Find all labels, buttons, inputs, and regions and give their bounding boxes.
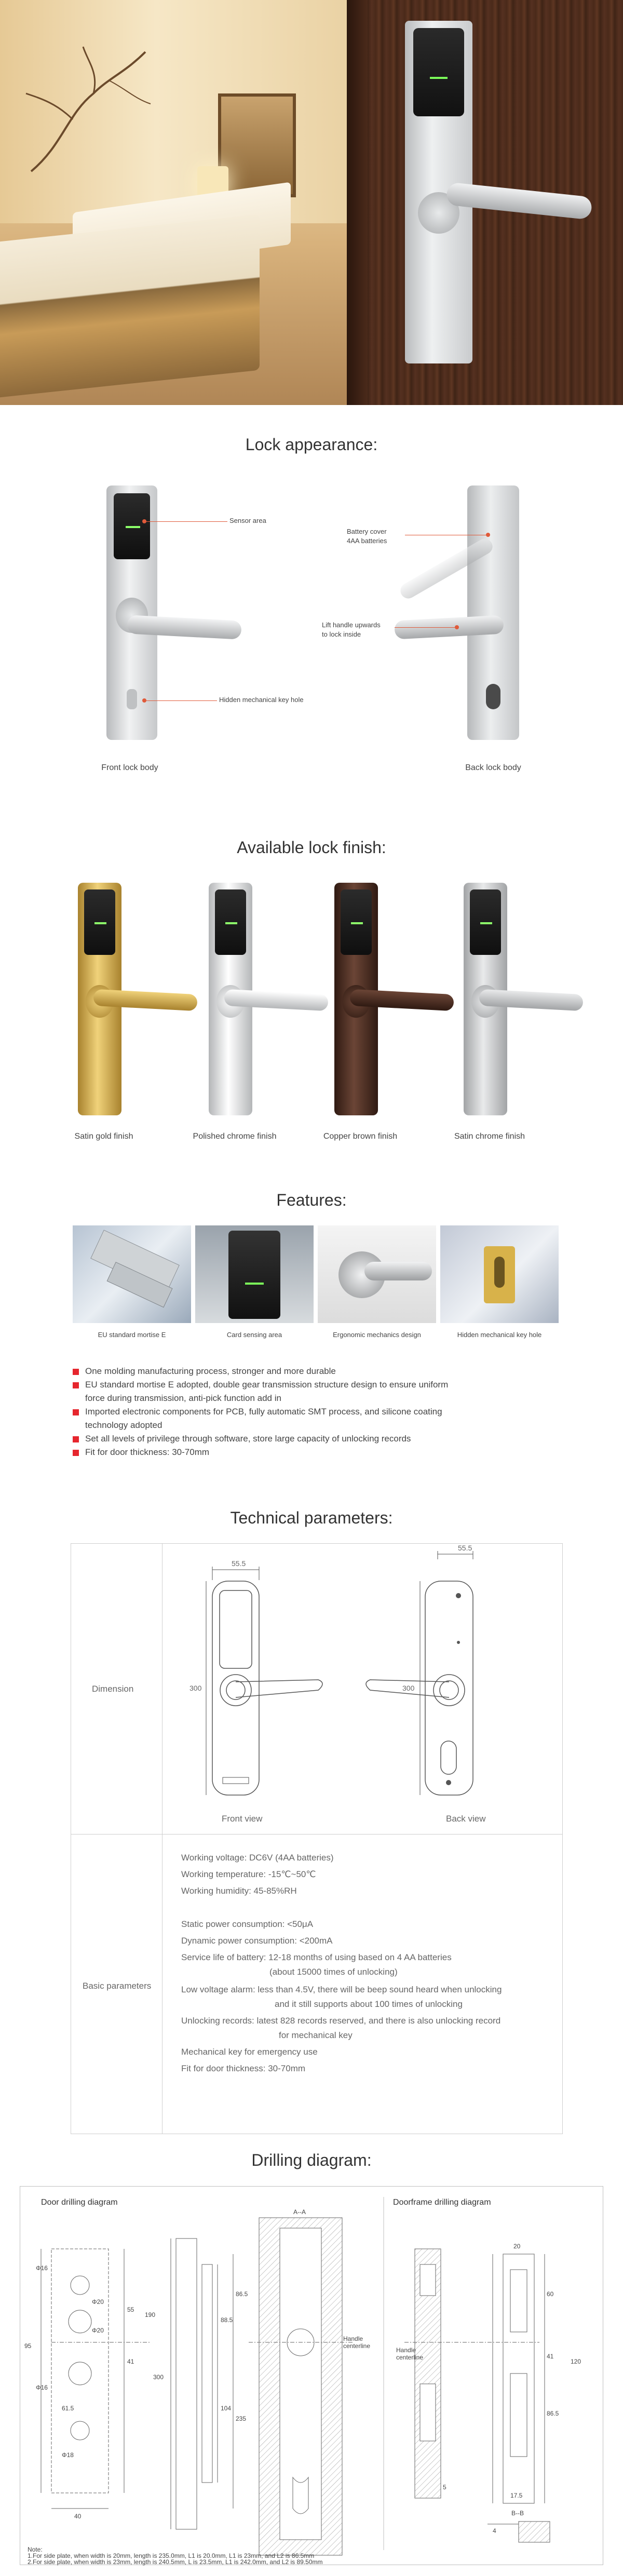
feature-bullet-continuation: force during transmission, anti-pick function add in	[85, 1393, 281, 1403]
dim-f4: 86.5	[547, 2410, 559, 2417]
dim-f3: 20	[513, 2243, 521, 2250]
hero-image	[0, 0, 623, 405]
spec-line: Dynamic power consumption: <200mA	[181, 1936, 333, 1946]
dim-v6: 190	[145, 2311, 156, 2318]
finish-caption: Copper brown finish	[323, 1132, 398, 1141]
feature-bullet: EU standard mortise E adopted, double gear transmission structure design to ensure uniform	[73, 1378, 561, 1392]
back-lock-caption: Back lock body	[465, 763, 521, 772]
frame-handle-centerline-label: Handle centerline	[396, 2346, 424, 2361]
dim-v4: 40	[74, 2513, 82, 2520]
front-height-dimension: 300	[189, 1684, 202, 1692]
drilling-diagram-box	[20, 2186, 603, 2565]
bullet-square-icon	[73, 1450, 79, 1456]
feature-bullet: Set all levels of privilege through software, store large capacity of unlocking records	[73, 1432, 561, 1446]
bullet-square-icon	[73, 1382, 79, 1388]
lock-inside-callout: to lock inside	[322, 630, 361, 638]
bullet-square-icon	[73, 1409, 79, 1415]
spec-line: Static power consumption: <50μA	[181, 1919, 314, 1929]
drilling-title: Drilling diagram:	[251, 2151, 372, 2169]
feature-caption-keyhole: Hidden mechanical key hole	[457, 1331, 542, 1339]
dim-v3: 41	[127, 2358, 134, 2365]
doorframe-drilling-title: Doorframe drilling diagram	[393, 2198, 491, 2207]
bullet-square-icon	[73, 1436, 79, 1442]
feature-caption-ergonomic: Ergonomic mechanics design	[333, 1331, 421, 1339]
bullet-square-icon	[73, 1369, 79, 1375]
dim-f5: 120	[571, 2358, 581, 2365]
finish-caption: Polished chrome finish	[193, 1132, 277, 1141]
dim-f1: 60	[547, 2290, 554, 2298]
dim-f2: 41	[547, 2353, 554, 2360]
spec-line: Low voltage alarm: less than 4.5V, there will be beep sound heard when unlocking	[181, 1985, 502, 1994]
dim-f7: 5	[443, 2484, 446, 2491]
feature-caption-card: Card sensing area	[226, 1331, 282, 1339]
dim-v7: 300	[153, 2373, 164, 2381]
battery-type-callout: 4AA batteries	[347, 537, 387, 545]
spec-line: Working humidity: 45-85%RH	[181, 1886, 297, 1896]
section-aa-label: A--A	[293, 2208, 306, 2216]
finish-caption: Satin gold finish	[74, 1132, 133, 1141]
ergonomic-image	[318, 1225, 436, 1323]
spec-line: Mechanical key for emergency use	[181, 2047, 318, 2057]
dimension-drawing	[162, 1544, 562, 1835]
dim-v11: 235	[236, 2415, 247, 2422]
hotel-room-image	[0, 0, 347, 405]
dim-v2: 55	[127, 2306, 134, 2313]
basic-parameters-label: Basic parameters	[83, 1981, 152, 1991]
back-view-caption: Back view	[446, 1814, 486, 1824]
feature-bullet: One molding manufacturing process, stronger and more durable	[73, 1365, 561, 1378]
sensor-area-callout: Sensor area	[229, 517, 266, 524]
lock-finish-title: Available lock finish:	[237, 838, 386, 857]
dim-d3: Φ20	[92, 2327, 104, 2334]
front-lock-body	[106, 485, 157, 740]
dim-f8: 4	[493, 2527, 496, 2534]
front-width-dimension: 55.5	[232, 1559, 246, 1568]
spec-line: and it still supports about 100 times of unlocking	[275, 1999, 463, 2009]
dim-v9: 104	[221, 2405, 232, 2412]
feature-bullet-list	[73, 1365, 561, 1459]
dim-v8: 88.5	[221, 2316, 233, 2324]
door-drilling-title: Door drilling diagram	[41, 2198, 118, 2207]
section-bb-label: B--B	[511, 2510, 524, 2517]
battery-cover-callout: Battery cover	[347, 528, 387, 535]
key-hole-image	[440, 1225, 559, 1323]
dim-d5: Φ18	[62, 2451, 74, 2459]
finish-caption: Satin chrome finish	[454, 1132, 525, 1141]
features-title: Features:	[276, 1191, 347, 1209]
back-height-dimension: 300	[402, 1684, 415, 1692]
note-title: Note:	[28, 2546, 43, 2553]
dim-v1: 95	[24, 2342, 32, 2350]
spec-line: Unlocking records: latest 828 records reserved, and there is also unlocking record	[181, 2016, 501, 2026]
front-view-caption: Front view	[222, 1814, 263, 1824]
technical-title: Technical parameters:	[230, 1508, 393, 1527]
dim-d4: Φ16	[36, 2384, 48, 2391]
lock-appearance-title: Lock appearance:	[245, 435, 378, 454]
dimension-label: Dimension	[92, 1684, 134, 1694]
spec-line: (about 15000 times of unlocking)	[269, 1967, 398, 1977]
dim-d2: Φ20	[92, 2298, 104, 2305]
dim-f6: 17.5	[510, 2492, 523, 2499]
spec-line: Fit for door thickness: 30-70mm	[181, 2064, 306, 2073]
feature-bullet: Fit for door thickness: 30-70mm	[73, 1446, 561, 1459]
back-lock-body	[467, 485, 519, 740]
dim-d1: Φ16	[36, 2264, 48, 2272]
front-lock-caption: Front lock body	[101, 763, 158, 772]
key-hole-callout: Hidden mechanical key hole	[219, 696, 304, 704]
dim-v10: 86.5	[236, 2290, 248, 2298]
feature-bullet: Imported electronic components for PCB, fully automatic SMT process, and silicone coating	[73, 1405, 561, 1419]
dim-v5: 61.5	[62, 2405, 74, 2412]
feature-bullet-continuation: technology adopted	[85, 1420, 162, 1430]
spec-line: Service life of battery: 12-18 months of using based on 4 AA batteries	[181, 1952, 452, 1962]
technical-table	[71, 1543, 563, 2134]
spec-line: for mechanical key	[279, 2030, 353, 2040]
note-line-2: 2.For side plate, when width is 23mm, length is 240.5mm, L is 23.5mm, L1 is 242.0mm, and L2 is 89.50mm	[28, 2558, 323, 2566]
lift-handle-callout: Lift handle upwards	[322, 621, 381, 629]
handle-centerline-label: Handle centerline	[343, 2335, 371, 2350]
back-width-dimension: 55.5	[458, 1544, 472, 1552]
mortise-image	[73, 1225, 191, 1323]
spec-line: Working voltage: DC6V (4AA batteries)	[181, 1853, 334, 1863]
spec-line: Working temperature: -15℃~50℃	[181, 1869, 316, 1879]
feature-caption-mortise: EU standard mortise E	[98, 1331, 166, 1339]
tree-branch-decoration	[21, 42, 156, 177]
card-sensing-image	[195, 1225, 314, 1323]
note-line-1: 1.For side plate, when width is 20mm, length is 235.0mm, L1 is 20.0mm, L1 is 23mm, and L2 is 86.5mm	[28, 2552, 315, 2559]
